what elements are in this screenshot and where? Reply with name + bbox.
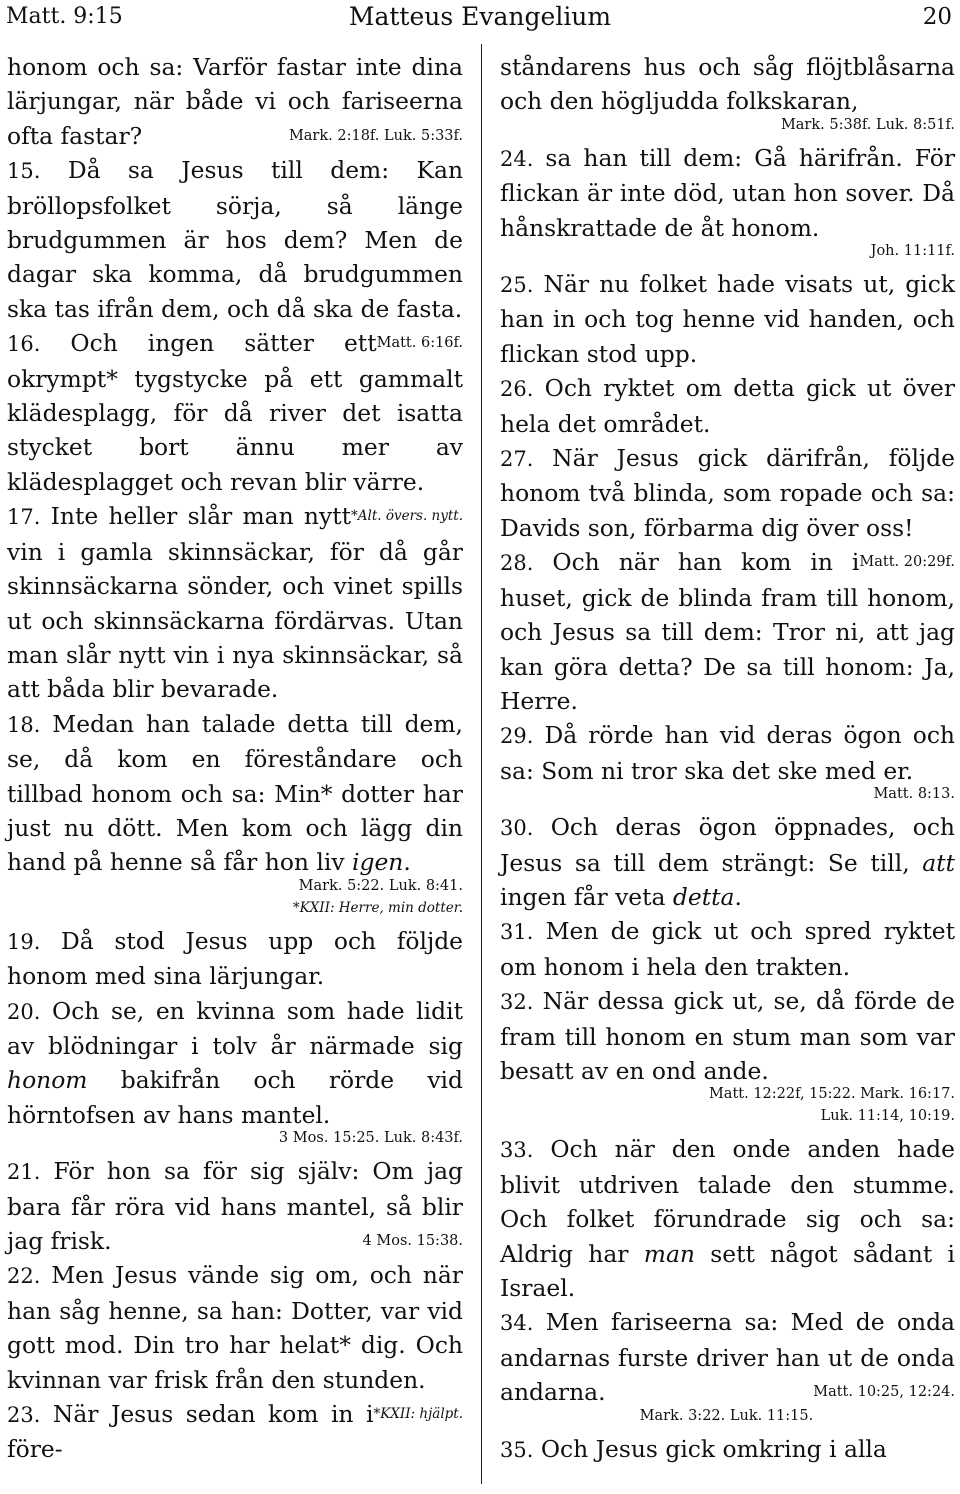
cross-reference: Matt. 6:16f.	[376, 335, 463, 352]
verse-24	[500, 141, 955, 245]
verse-text: När Jesus gick därifrån, följde honom två blinda, som ropade och sa: Davids son, förbarma dig över oss!	[500, 444, 955, 542]
book-title: Matteus Evangelium	[348, 2, 612, 31]
verse-19	[7, 924, 463, 994]
verse-text: När Jesus sedan kom in i före-	[7, 1400, 374, 1464]
verse-text: Och när han kom in i huset, gick de blinda fram till honom, och Jesus sa till dem: Tror ni, att jag kan göra detta? De sa till honom: Ja, Herre.	[500, 548, 955, 715]
verse-text: Och deras ögon öppnades, och Jesus sa till dem strängt: Se till,	[500, 813, 955, 877]
verse-text: Men de gick ut och spred ryktet om honom i hela den trakten.	[500, 917, 955, 981]
column-divider	[481, 44, 482, 1484]
footnote: *KXII: Herre, min dotter.	[292, 899, 463, 916]
verse-number: 22.	[7, 1264, 41, 1289]
verse-26	[500, 371, 955, 441]
emphasis: detta	[672, 882, 735, 911]
verse-text: Och se, en kvinna som hade lidit av blödningar i tolv år närmade sig	[7, 996, 463, 1060]
verse-30	[500, 810, 955, 914]
verse-35	[500, 1432, 955, 1467]
verse-text: Men fariseerna sa: Med de onda andarnas furste driver han ut de onda andarna.	[500, 1308, 956, 1407]
page-header	[0, 0, 960, 34]
verse-number: 23.	[7, 1403, 41, 1428]
cross-reference: Mark. 3:22. Luk. 11:15.	[639, 1407, 814, 1424]
verse-29	[500, 718, 955, 788]
verse-continuation	[500, 50, 955, 119]
verse-34	[500, 1305, 955, 1409]
verse-number: 32.	[500, 990, 534, 1015]
cross-reference: Mark. 5:38f. Luk. 8:51f.	[780, 116, 955, 133]
footnote: *Alt. övers. nytt.	[351, 508, 463, 525]
cross-reference: Matt. 10:25, 12:24.	[813, 1384, 955, 1401]
verse-number: 17.	[7, 505, 41, 530]
verse-text: ingen får veta	[500, 882, 666, 911]
verse-text: Då rörde han vid deras ögon och sa: Som ni tror ska det ske med er.	[500, 721, 955, 785]
emphasis: honom	[7, 1066, 88, 1095]
verse-25	[500, 267, 955, 371]
verse-number: 34.	[500, 1311, 534, 1336]
verse-number: 16.	[7, 332, 41, 357]
verse-number: 15.	[7, 159, 41, 184]
verse-31	[500, 914, 955, 984]
emphasis: man	[643, 1239, 695, 1268]
verse-number: 31.	[500, 920, 534, 945]
verse-number: 20.	[7, 999, 41, 1024]
cross-reference: Matt. 12:22f, 15:22. Mark. 16:17.	[708, 1086, 955, 1103]
verse-continuation	[7, 50, 463, 153]
verse-18	[7, 707, 463, 880]
verse-text: När dessa gick ut, se, då förde de fram till honom en stum man som var besatt av en ond ande.	[500, 987, 955, 1085]
verse-21	[7, 1154, 463, 1258]
verse-15	[7, 153, 464, 352]
verse-number: 29.	[500, 724, 534, 749]
verse-text: sa han till dem: Gå härifrån. För flickan är inte död, utan hon sover. Då hånskrattade de åt honom.	[500, 143, 956, 242]
cross-reference: 3 Mos. 15:25. Luk. 8:43f.	[278, 1130, 463, 1147]
verse-text-end: sett något sådant i Israel.	[500, 1239, 956, 1302]
verse-text-end: .	[734, 882, 742, 911]
verse-text: Och när den onde anden hade blivit utdriven talade den stumme. Och folket förundrade sig och sa: Aldrig har	[500, 1135, 955, 1268]
verse-number: 21.	[7, 1160, 41, 1185]
cross-reference: Joh. 11:11f.	[870, 243, 955, 260]
verse-text: Och ryktet om detta gick ut över hela det området.	[500, 374, 956, 438]
verse-20	[7, 994, 463, 1133]
verse-number: 35.	[500, 1437, 534, 1462]
verse-text: Då sa Jesus till dem: Kan bröllopsfolket sörja, så länge brudgummen är hos dem? Men de dagar ska komma, då brudgummen ska tas ifrån dem, och då ska de fasta.	[7, 156, 464, 323]
verse-text: För hon sa för sig själv: Om jag bara får röra vid hans mantel, så blir jag frisk.	[7, 1157, 464, 1255]
verse-text: Då stod Jesus upp och följde honom med sina lärjungar.	[7, 926, 464, 991]
footnote: *KXII: hjälpt.	[373, 1406, 463, 1423]
verse-number: 27.	[500, 447, 534, 472]
verse-text: honom och sa: Varför fastar inte dina lärjungar, när både vi och fariseerna ofta fastar?	[7, 53, 463, 150]
verse-text: ståndarens hus och såg flöjtblåsarna och den högljudda folkskaran,	[500, 53, 955, 116]
verse-text: Inte heller slår man nytt vin i gamla skinnsäckar, för då går skinnsäckarna sönder, och vinet spills ut och skinnsäckarna fördärvas. Utan man slår nytt vin i nya skinnsäckar, så att båda blir bevarade.	[7, 502, 463, 704]
verse-text: När nu folket hade visats ut, gick han in och tog henne vid handen, och flickan stod upp.	[500, 270, 955, 368]
verse-text: Medan han talade detta till dem, se, då kom en föreståndare och tillbad honom och sa: Min* dotter har just nu dött. Men kom och lägg din hand på henne så får hon liv	[7, 709, 463, 877]
verse-number: 18.	[7, 712, 41, 737]
verse-number: 26.	[500, 377, 534, 402]
verse-text-end: bakifrån och rörde vid hörntofsen av hans mantel.	[7, 1066, 464, 1129]
verse-text: Och ingen sätter ett okrympt* tygstycke på ett gammalt klädesplagg, för då river det isatta stycket bort ännu mer av klädesplagget och revan blir värre.	[7, 329, 463, 496]
verse-number: 33.	[500, 1138, 534, 1163]
verse-number: 28.	[500, 551, 534, 576]
verse-33	[500, 1132, 955, 1305]
cross-reference: Matt. 20:29f.	[859, 554, 955, 571]
cross-reference: 4 Mos. 15:38.	[362, 1233, 463, 1249]
emphasis: igen	[352, 848, 404, 877]
cross-reference: Matt. 8:13.	[873, 786, 955, 803]
emphasis: att	[922, 848, 956, 877]
page-number: 20	[922, 4, 952, 30]
verse-text: Och Jesus gick omkring i alla	[540, 1434, 887, 1463]
verse-number: 24.	[500, 146, 534, 171]
verse-text-end: .	[403, 848, 411, 877]
cross-reference: Mark. 2:18f. Luk. 5:33f.	[288, 127, 463, 144]
verse-32	[500, 984, 955, 1088]
left-column	[7, 50, 463, 1467]
verse-number: 19.	[7, 929, 41, 954]
verse-number: 30.	[500, 816, 534, 841]
verse-number: 25.	[500, 273, 534, 298]
verse-text: Men Jesus vände sig om, och när han såg henne, sa han: Dotter, var vid gott mod. Din tro har helat* dig. Och kvinnan var frisk från den stunden.	[7, 1261, 463, 1394]
chapter-reference: Matt. 9:15	[6, 4, 123, 29]
right-column	[500, 50, 955, 1467]
cross-reference: Luk. 11:14, 10:19.	[820, 1108, 955, 1125]
cross-reference: Mark. 5:22. Luk. 8:41.	[298, 877, 463, 894]
